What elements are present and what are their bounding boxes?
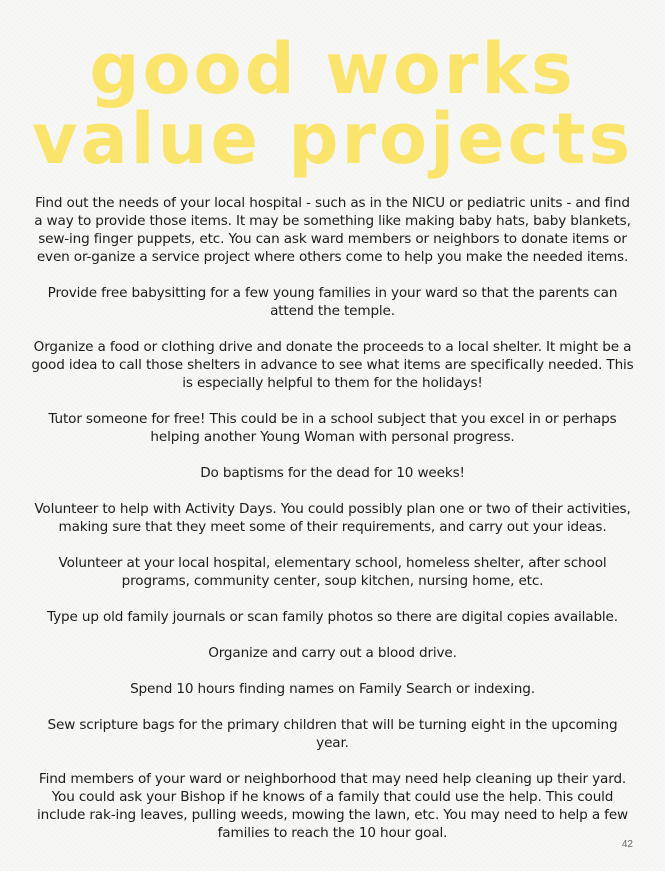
project-item: Organize and carry out a blood drive. [208, 645, 457, 661]
project-item: Volunteer to help with Activity Days. You could possibly plan one or two of their activities, making sure that they meet some of their requirements, and carry out your ideas. [34, 501, 631, 535]
page-number: 42 [621, 839, 633, 850]
project-item: Type up old family journals or scan family photos so there are digital copies available. [47, 609, 618, 625]
project-item: Tutor someone for free! This could be in a school subject that you excel in or perhaps helping another Young Woman with personal progress. [48, 411, 617, 445]
page-title-line-2: value projects [31, 98, 634, 180]
project-item: Provide free babysitting for a few young families in your ward so that the parents can attend the temple. [47, 285, 618, 319]
project-item: Spend 10 hours finding names on Family Search or indexing. [130, 681, 535, 697]
project-list [30, 194, 635, 860]
project-item: Volunteer at your local hospital, elementary school, homeless shelter, after school programs, community center, soup kitchen, nursing home, etc. [58, 555, 607, 589]
project-item: Find members of your ward or neighborhood that may need help cleaning up their yard. You could ask your Bishop if he knows of a family that could use the help. This could include rak-ing leaves, pulling weeds, mowing the lawn, etc. You may need to help a few families to reach the 10 hour goal. [36, 771, 628, 841]
page-title-line-1: good works [89, 28, 576, 110]
project-item: Sew scripture bags for the primary children that will be turning eight in the upcoming year. [47, 717, 618, 751]
project-item: Do baptisms for the dead for 10 weeks! [200, 465, 465, 481]
project-item: Find out the needs of your local hospital - such as in the NICU or pediatric units - and find a way to provide those items. It may be something like making baby hats, baby blankets, sew-ing finger puppets, etc. You can ask ward members or neighbors to donate items or even or-ganize a service project where others come to help you make the needed items. [34, 195, 631, 265]
project-item: Organize a food or clothing drive and donate the proceeds to a local shelter. It might be a good idea to call those shelters in advance to see what items are specifically needed. This is especially helpful to them for the holidays! [31, 339, 634, 391]
